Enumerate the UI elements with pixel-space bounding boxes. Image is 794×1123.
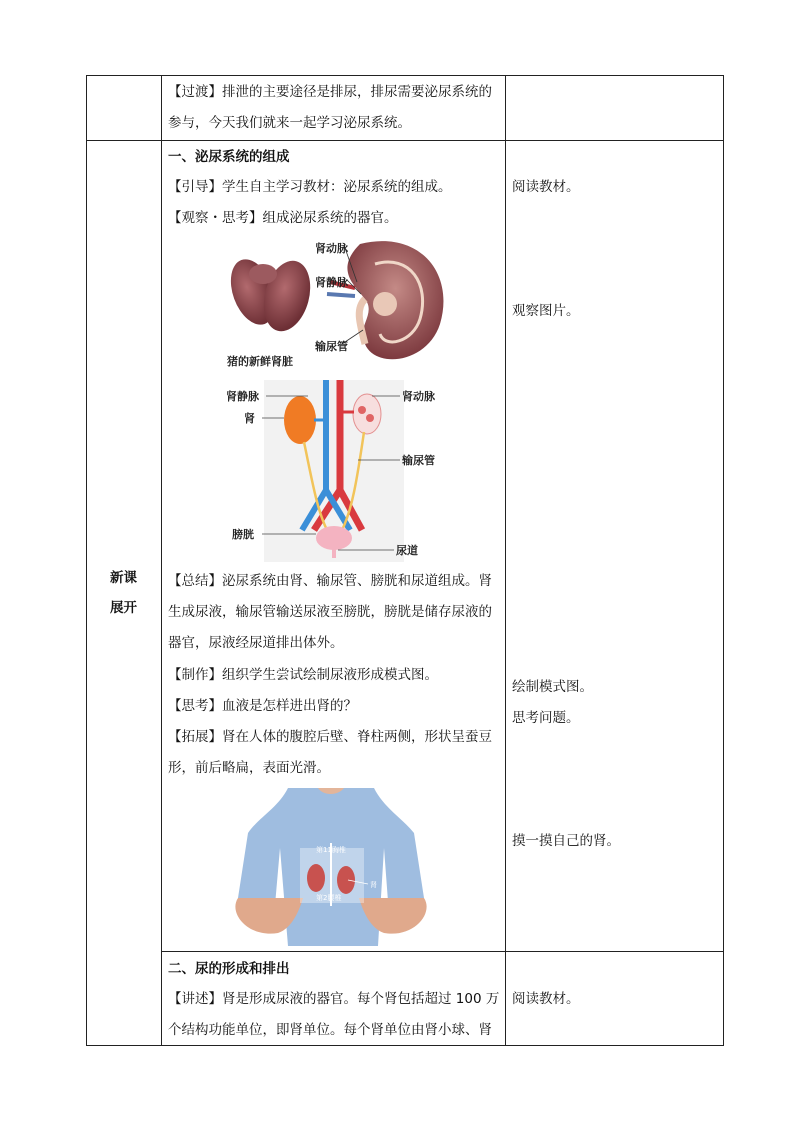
label-kidney-back: 肾 [370,881,377,889]
extend-line-1: 【拓展】肾在人体的腹腔后壁、脊柱两侧，形状呈蚕豆 [168,729,492,745]
label-renal-artery-2: 肾动脉 [402,390,435,403]
section-label-line1: 新课 [110,570,137,586]
kidney-photo-figure [215,234,450,374]
column-divider-1 [161,75,162,1046]
label-renal-vein-2: 肾静脉 [226,390,259,403]
column-divider-2 [505,75,506,1046]
section-heading-formation: 二、尿的形成和排出 [168,961,290,977]
table-border-left [86,75,87,1046]
summary-line-3: 器官，尿液经尿道排出体外。 [168,635,344,651]
table-border-right [723,75,724,1046]
table-border-top [86,75,724,76]
label-2nd-lumbar: 第2腰椎 [316,894,342,902]
extend-line-2: 形，前后略扁，表面光滑。 [168,760,330,776]
summary-line-2: 生成尿液，输尿管输送尿液至膀胱，膀胱是储存尿液的 [168,604,492,620]
summary-line-1: 【总结】泌尿系统由肾、输尿管、膀胱和尿道组成。肾 [168,573,492,589]
section-label-line2: 展开 [110,600,137,616]
label-renal-artery-1: 肾动脉 [315,242,348,255]
student-read-2: 阅读教材。 [512,991,580,1007]
label-ureter-2: 输尿管 [402,454,435,467]
student-draw: 绘制模式图。 [512,679,593,695]
student-observe: 观察图片。 [512,303,580,319]
student-think: 思考问题。 [512,710,580,726]
guide-text: 【引导】学生自主学习教材：泌尿系统的组成。 [168,179,452,195]
label-ureter-1: 输尿管 [315,340,348,353]
label-urethra: 尿道 [396,544,418,557]
caption-pig-kidney: 猪的新鲜肾脏 [227,355,293,368]
urinary-system-diagram [222,380,447,562]
row-divider-2 [161,951,724,952]
make-text: 【制作】组织学生尝试绘制尿液形成模式图。 [168,667,438,683]
row-divider-1 [86,140,724,141]
student-read-1: 阅读教材。 [512,179,580,195]
student-touch: 摸一摸自己的肾。 [512,833,620,849]
transition-line-1: 【过渡】排泄的主要途径是排尿，排尿需要泌尿系统的 [168,84,492,100]
lecture-line-2: 个结构功能单位，即肾单位。每个肾单位由肾小球、肾 [168,1022,492,1038]
label-11th-thoracic: 第11胸椎 [316,846,346,854]
label-kidney: 肾 [244,412,255,425]
label-bladder: 膀胱 [232,528,254,541]
label-renal-vein-1: 肾静脉 [315,276,348,289]
lecture-line-1: 【讲述】肾是形成尿液的器官。每个肾包括超过 100 万 [168,991,500,1007]
think-text: 【思考】血液是怎样进出肾的？ [168,698,357,714]
kidney-location-figure [218,788,444,946]
section-heading-composition: 一、泌尿系统的组成 [168,149,290,165]
transition-line-2: 参与，今天我们就来一起学习泌尿系统。 [168,115,411,131]
observe-text: 【观察・思考】组成泌尿系统的器官。 [168,210,398,226]
pig-kidney-image [223,253,318,336]
